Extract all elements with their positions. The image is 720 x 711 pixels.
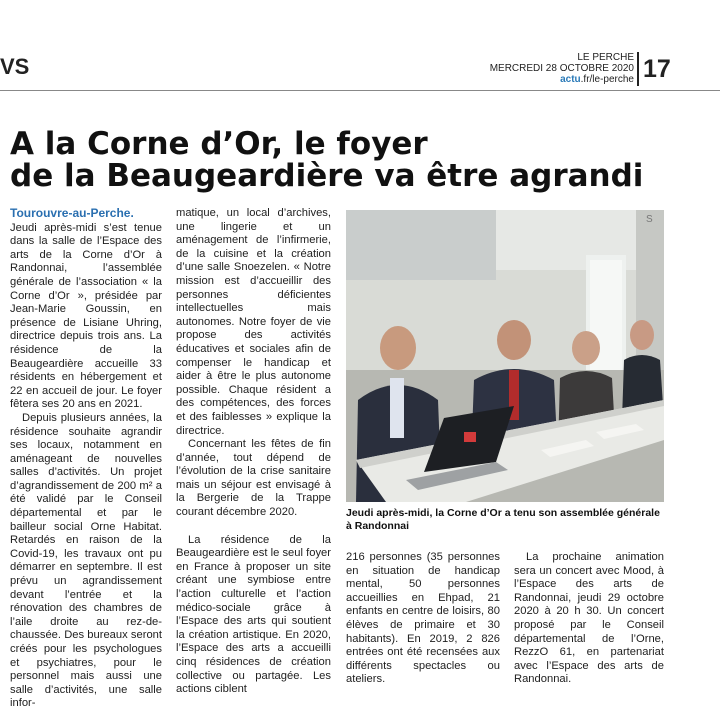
site-prefix: actu: [560, 74, 581, 85]
masthead-info: [490, 52, 634, 85]
meeting-photo-illustration: [346, 210, 664, 502]
page-number: 17: [643, 55, 671, 83]
paragraph: 216 personnes (35 personnes en situation de handicap mental, 50 personnes accueillies en Ehpad, 21 enfants en centre de loisirs, 80 élèves de primaire et 30 habitants). En 2019, 2 826 entrées ont été recensées aux différents spectacles ou ateliers.: [346, 551, 500, 686]
article-column-2: [176, 207, 331, 697]
paragraph: [10, 207, 162, 412]
paper-name: LE PERCHE: [577, 52, 634, 63]
section-title: VS: [0, 54, 30, 79]
issue-date: MERCREDI 28 OCTOBRE 2020: [489, 63, 634, 74]
article-column-4: [514, 551, 664, 687]
article-headline: [10, 128, 660, 192]
article-column-3: [346, 551, 500, 687]
header-rule: [0, 90, 720, 91]
article-column-1: [10, 207, 162, 711]
paragraph-text: Jeudi après-midi s’est tenue dans la salle de l’Espace des arts de la Corne d’Or à Randonnai, l’assemblée générale de l’association « la Corne d’Or », présidée par Jean-Marie Goussin, en présence de Lisiane Uhring, directrice depuis trois ans. La résidence de la Beaugeardière accueille 33 résidents en hébergement et 22 en accueil de jour. Le foyer fêtera ses 20 ans en 2021.: [10, 221, 162, 411]
paragraph: Concernant les fêtes de fin d’année, tout dépend de l’évolution de la crise sanitaire mais un séjour est envisagé à la Bergerie de la Trappe courant décembre 2020.: [176, 438, 331, 519]
dateline-location: Tourouvre-au-Perche.: [10, 206, 134, 220]
headline-line-2: de la Beaugeardière va être agrandi: [10, 158, 644, 194]
article-photo: [346, 210, 664, 502]
headline-line-1: A la Corne d’Or, le foyer: [10, 126, 428, 162]
paragraph: Depuis plusieurs années, la résidence souhaite agrandir ses locaux, notamment en aménageant de nouvelles salles d’activités. Un projet d’agrandissement de 200 m² a été validé par le Conseil départemental et par le bailleur social Orne Habitat. Retardés en raison de la Covid-19, les travaux ont pu démarrer en septembre. Il est prévu un agrandissement devant l’entrée et la rénovation des chambres de l’aile droite au rez-de-chaussée. Des bureaux seront créés pour les psychologues et psychiatres, pour le personnel mais aussi une salle d’activités, une salle infor-: [10, 411, 162, 710]
site-suffix: .fr/le-perche: [580, 74, 634, 85]
website: [490, 74, 634, 85]
paragraph: matique, un local d’archives, une lingerie et un aménagement de l’infirmerie, de la cuisine et la création d’une salle Snoezelen. « Notre mission est d’accueillir des personnes déficientes intellectuelles mais autonomes. Notre foyer de vie propose des activités éducatives et sociales afin de compenser le handicap et aider à être le plus autonome possible. Chaque résident a des compétences, des forces et des faiblesses » explique la directrice.: [176, 207, 331, 437]
photo-caption: Jeudi après-midi, la Corne d’Or a tenu son assemblée générale à Randonnai: [346, 507, 660, 532]
paragraph: La prochaine animation sera un concert avec Mood, à l’Espace des arts de Randonnai, jeudi 29 octobre 2020 à 20 h 30. Un concert proposé par le Conseil départemental de l’Orne, RezzO 61, en partenariat avec l’Espace des arts de Randonnai.: [514, 551, 664, 686]
masthead-divider: [637, 52, 639, 86]
paragraph: La résidence de la Beaugeardière est le seul foyer en France à proposer un site créant une symbiose entre l’action culturelle et l’action médico-sociale grâce à l’Espace des arts qui soutient la création artistique. En 2020, l’Espace des arts a accueilli cinq résidences de création collective ou partagée. Les actions ciblent: [176, 533, 331, 696]
photo-corner-mark: S: [646, 214, 653, 225]
